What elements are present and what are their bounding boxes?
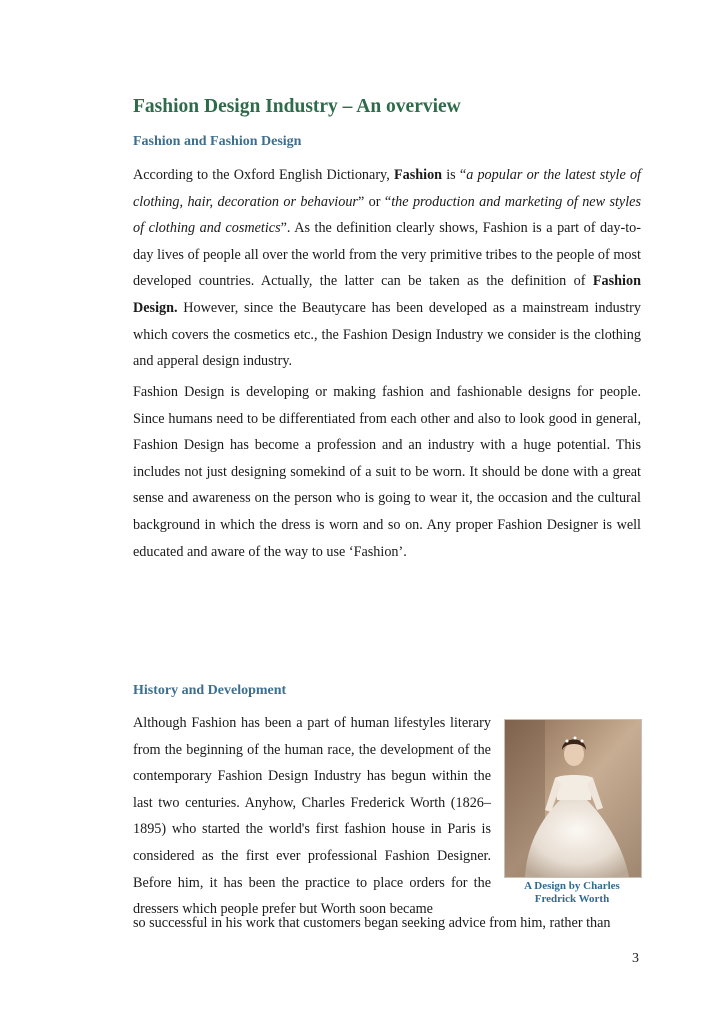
bold-term: Fashion (393, 167, 443, 183)
text-span: According to the Oxford English Dictionary, (133, 167, 394, 183)
portrait-illustration (505, 720, 641, 877)
text-span: is “ (442, 167, 467, 183)
paragraph-history-continued: so successful in his work that customers began seeking advice from him, rather than (133, 915, 611, 931)
section-heading-fashion: Fashion and Fashion Design (133, 134, 302, 149)
paragraph-fashion-design: Fashion Design is developing or making fashion and fashionable designs for people. Since humans need to be differentiated from each other and also to look good in general, Fashion Design has become a profession and an industry with a huge potential. This includes not just designing somekind of a suit to be worn. It should be done with a great sense and awareness on the person who is going to wear it, the occasion and the cultural background in which the dress is worn and so on. Any proper Fashion Designer is well educated and aware of the way to use ‘Fashion’. (133, 384, 641, 560)
italic-definition: the production and marketing of new styles of clothing and cosmetics (133, 193, 641, 237)
text-span: ” or “ (357, 193, 392, 210)
page-number: 3 (632, 951, 639, 966)
text-span: However, since the Beautycare has been developed as a mainstream industry which covers the cosmetics etc., the Fashion Design Industry we consider is the clothing and apperal design industry. (133, 299, 641, 370)
bold-term: Fashion Design. (133, 273, 641, 316)
page-title: Fashion Design Industry – An overview (133, 96, 461, 117)
paragraph-history: Although Fashion has been a part of human lifestyles literary from the beginning of the human race, the development of the contemporary Fashion Design Industry has begun within the last two centuries. Anyhow, Charles Frederick Worth (1826–1895) who started the world's first fashion house in Paris is considered as the first ever professional Fashion Designer. Before him, it has been the practice to place orders for the dressers which people prefer but Worth soon became (133, 715, 491, 918)
italic-definition: a popular or the latest style of clothing, hair, decoration or behaviour (133, 167, 642, 210)
figure-caption: A Design by Charles Fredrick Worth (524, 880, 620, 905)
paragraph-definition (133, 162, 641, 375)
worth-design-image (504, 719, 642, 878)
text-span: ”. As the definition clearly shows, Fashion is a part of day-to-day lives of people all over the world from the very primitive tribes to the people of most developed countries. Actually, the latter can be taken as the definition of (133, 220, 641, 290)
section-heading-history: History and Development (133, 683, 287, 698)
